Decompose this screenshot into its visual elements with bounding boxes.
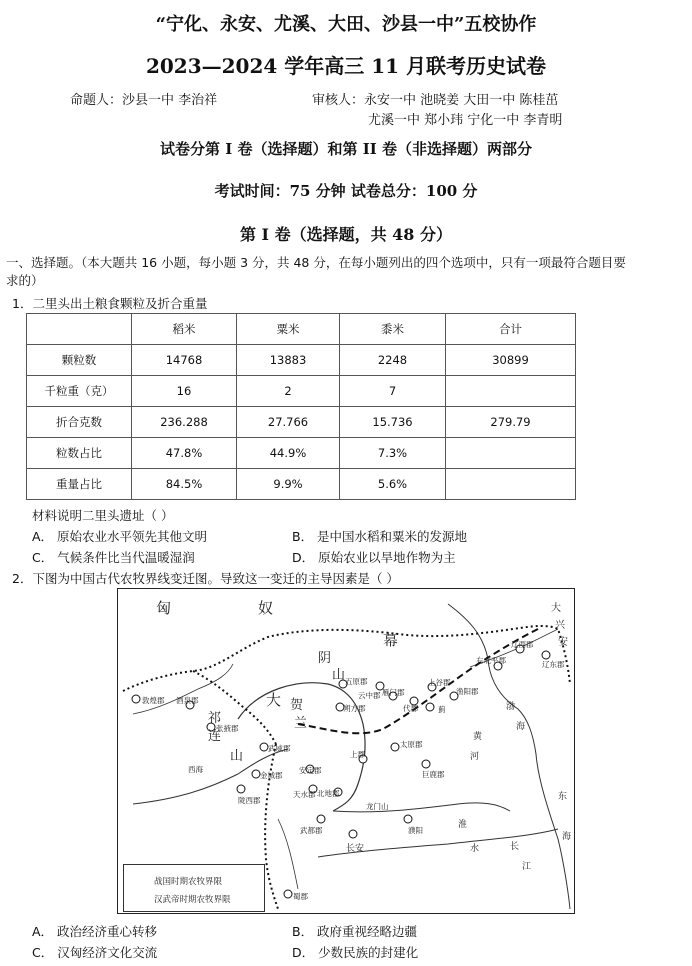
map-label-qi: 祁 — [208, 711, 222, 726]
legend-warring-states: 战国时期农牧界限 — [154, 877, 223, 887]
farming-pastoral-boundary-map — [117, 588, 575, 914]
table-cell: 7.3% — [340, 438, 446, 469]
table-cell: 2248 — [340, 345, 446, 376]
exam-time-score: 考试时间：75 分钟 试卷总分：100 分 — [214, 182, 478, 200]
place-label: 长 — [510, 842, 520, 852]
table-cell — [446, 438, 576, 469]
table-header-cell: 黍米 — [340, 314, 446, 345]
place-label: 武都郡 — [300, 826, 323, 835]
table-cell: 粒数占比 — [27, 438, 132, 469]
table-cell: 颗粒数 — [27, 345, 132, 376]
exam-consortium-title: “宁化、永安、尤溪、大田、沙县一中”五校协作 — [155, 14, 537, 35]
map-label-shan: 山 — [332, 668, 346, 683]
place-label: 安定郡 — [299, 766, 322, 775]
map-label-lian: 连 — [208, 729, 222, 744]
table-cell: 84.5% — [132, 469, 237, 500]
place-label: 代郡 — [403, 704, 418, 713]
place-label: 辽东郡 — [542, 660, 565, 669]
place-label: 右北平郡 — [476, 656, 506, 665]
exam-parts: 试卷分第 I 卷（选择题）和第 II 卷（非选择题）两部分 — [160, 140, 532, 158]
place-label: 巨鹿郡 — [422, 770, 445, 779]
place-label: 上谷郡 — [428, 678, 451, 687]
q1-stem: 1．二里头出土粮食颗粒及折合重量 — [12, 296, 208, 311]
instructions-line-1: 一、选择题。（本大题共 16 小题，每小题 3 分，共 48 分，在每小题列出的四个选项中，只有一项最符合题目要 — [6, 255, 626, 270]
place-label: 上郡 — [350, 750, 365, 759]
table-cell: 7 — [340, 376, 446, 407]
q1-option-d: D． 原始农业以旱地作物为主 — [292, 550, 456, 565]
place-label: 西海 — [188, 765, 203, 774]
table-cell: 5.6% — [340, 469, 446, 500]
place-label: 雁门郡 — [382, 688, 405, 697]
place-label: 蜀郡 — [293, 892, 308, 901]
place-label: 淮 — [458, 820, 468, 830]
q1-option-c: C． 气候条件比当代温暖湿润 — [32, 550, 195, 565]
place-label: 朔方郡 — [343, 704, 366, 713]
table-cell: 44.9% — [237, 438, 340, 469]
q2-option-c: C． 汉匈经济文化交流 — [32, 945, 158, 960]
place-label: 太原郡 — [400, 740, 423, 749]
table-cell: 47.8% — [132, 438, 237, 469]
reviewers-row-1: 审核人：永安一中 池晓姜 大田一中 陈桂茁 — [312, 93, 559, 108]
place-label: 陇西郡 — [238, 796, 261, 805]
reviewers-row-2: 尤溪一中 郑小玮 宁化一中 李青明 — [368, 113, 563, 128]
map-label-daxing-da: 大 — [551, 603, 561, 614]
table-row — [27, 469, 576, 500]
q1-option-a: A． 原始农业水平领先其他文明 — [32, 529, 208, 544]
map-label-da: 大 — [266, 691, 282, 709]
map-label-daxing-an: 安 — [558, 637, 568, 648]
instructions-line-2: 求的） — [6, 273, 44, 288]
table-cell: 13883 — [237, 345, 340, 376]
table-row — [27, 438, 576, 469]
table-cell — [446, 376, 576, 407]
map-label-qilian-shan: 山 — [230, 749, 244, 764]
place-label: 酒泉郡 — [176, 696, 199, 705]
table-cell: 14768 — [132, 345, 237, 376]
place-label: 武威郡 — [268, 744, 291, 753]
table-header-cell: 稻米 — [132, 314, 237, 345]
place-label: 河 — [470, 752, 480, 762]
place-label: 敦煌郡 — [142, 696, 165, 705]
place-label: 云中郡 — [358, 691, 381, 700]
place-label: 水 — [470, 844, 480, 854]
table-cell — [446, 469, 576, 500]
table-cell: 27.766 — [237, 407, 340, 438]
legend-han-wudi: 汉武帝时期农牧界限 — [154, 895, 231, 905]
place-label: 长安 — [346, 844, 365, 854]
table-cell: 15.736 — [340, 407, 446, 438]
map-label-nu: 奴 — [258, 599, 274, 617]
map-label-he: 贺 — [290, 698, 304, 713]
place-label: 海 — [562, 832, 572, 842]
place-label: 渤 — [506, 702, 516, 712]
place-label: 濮阳 — [408, 826, 423, 835]
place-label: 海 — [516, 722, 526, 732]
table-cell: 30899 — [446, 345, 576, 376]
place-label: 天水郡 — [293, 790, 316, 799]
table-cell: 16 — [132, 376, 237, 407]
place-label: 江 — [522, 862, 532, 872]
map-label-yin: 阴 — [318, 651, 332, 666]
table-row — [27, 345, 576, 376]
exam-title: 2023—2024 学年高三 11 月联考历史试卷 — [145, 54, 547, 78]
table-cell: 重量占比 — [27, 469, 132, 500]
place-label: 龙门山 — [366, 802, 389, 811]
table-header-row — [27, 314, 576, 345]
table-header-cell: 合计 — [446, 314, 576, 345]
proposer: 命题人：沙县一中 李治祥 — [70, 93, 218, 108]
table-row — [27, 376, 576, 407]
q1-option-b: B． 是中国水稻和粟米的发源地 — [292, 529, 468, 544]
table-row — [27, 407, 576, 438]
q2-option-d: D． 少数民族的封建化 — [292, 945, 419, 960]
table-cell: 9.9% — [237, 469, 340, 500]
place-label: 金城郡 — [260, 771, 283, 780]
place-label: 北地郡 — [317, 789, 340, 798]
table-cell: 折合克数 — [27, 407, 132, 438]
map-label-lan: 兰 — [294, 716, 308, 731]
section-1-title: 第 I 卷（选择题，共 48 分） — [239, 225, 453, 244]
map-label-mo: 幕 — [383, 631, 399, 649]
table-cell: 236.288 — [132, 407, 237, 438]
table-cell: 千粒重（克） — [27, 376, 132, 407]
table-header-cell — [27, 314, 132, 345]
place-label: 东 — [558, 792, 568, 802]
grain-table — [26, 313, 576, 500]
place-label: 黄 — [473, 732, 483, 742]
q2-option-b: B． 政府重视经略边疆 — [292, 924, 418, 939]
place-label: 渔阳郡 — [456, 687, 479, 696]
place-label: 蓟 — [438, 705, 446, 714]
table-header-cell: 粟米 — [237, 314, 340, 345]
q2-option-a: A． 政治经济重心转移 — [32, 924, 158, 939]
map-label-xiong: 匈 — [156, 599, 172, 617]
place-label: 五原郡 — [345, 677, 368, 686]
q1-prompt: 材料说明二里头遗址（ ） — [32, 508, 174, 523]
place-label: 辽西郡 — [511, 640, 534, 649]
q2-stem: 2．下图为中国古代农牧界线变迁图。导致这一变迁的主导因素是（ ） — [12, 571, 399, 586]
map-legend — [123, 864, 265, 912]
table-cell: 279.79 — [446, 407, 576, 438]
table-cell: 2 — [237, 376, 340, 407]
map-label-daxing-xing: 兴 — [555, 620, 565, 631]
place-label: 张掖郡 — [216, 724, 239, 733]
